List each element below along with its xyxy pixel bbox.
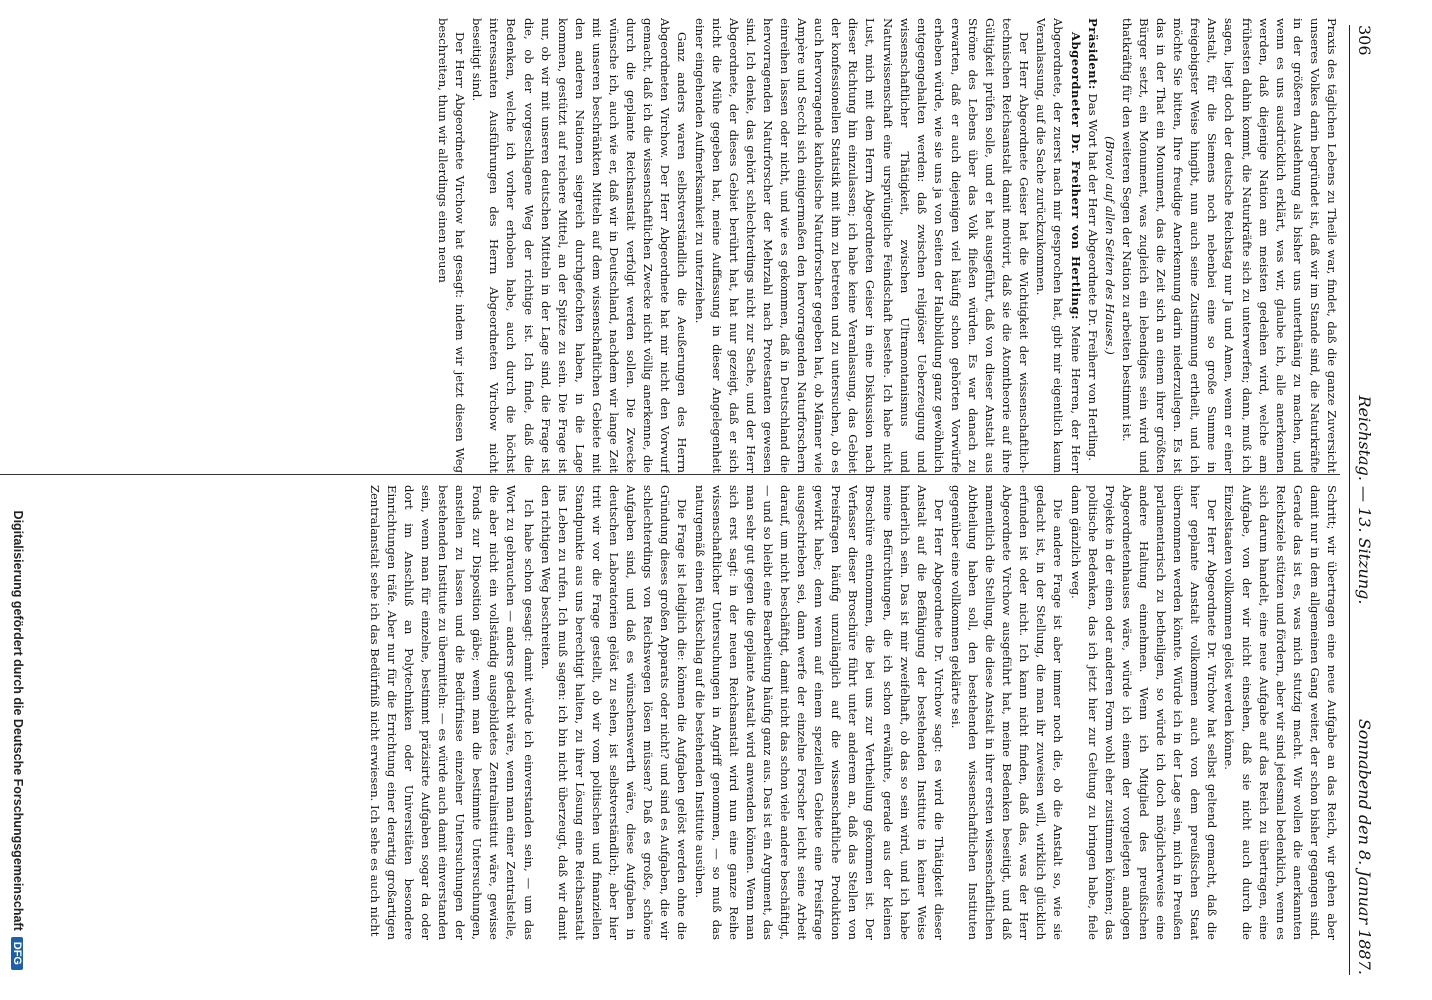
paragraph-text: Ich habe schon gesagt: damit würde ich einverstanden sein, — um das Wort zu gebrauchen — anders gedacht wäre, wenn man einer Zentralstelle, die aber nicht ein vollständig ausgebildetes Zentralinstitut wäre, gewisse Fonds zur Disposition gäbe; wenn man die bestimmte Untersuchungen, anstellen zu lassen und die Bedürfnisse einzelner Untersuchungen der bestehenden Institute zu übermitteln: — es würde auch damit einverstanden sein, wenn man für einzelne, bestimmt präzisirte Aufgaben sogar da oder dort im Anschluß an Polytechniken oder Universitäten besondere Einrichtungen träfe. Aber nur für die Errichtung einer derartig großartigen Zentralanstalt sehe ich das Bedürfniß nicht erwiesen. Ich sehe es auch nicht — [367, 485, 536, 940]
paragraph-text: Der Herr Abgeordnete Geiser hat die Wichtigkeit der wissenschaftlich-technischen Reichsanstalt damit motivirt, daß sie die Atomtheorie auf ihre Gültigkeit prüfen solle, und er hat ausgeführt, daß von dieser Anstalt aus Ströme des Lebens über das Volk fließen würden. Es war danach zu erwarten, daß er auch diejenigen viel häufig schon gehörten Vorwürfe erheben würde, wie sie uns ja von Seiten der Halbbildung ganz gewöhnlich entgegengehalten werden: daß zwischen religiöser Ueberzeugung und wissenschaftlicher Thätigkeit, zwischen Ultramontanismus und Naturwissenschaft eine ursprüngliche Feindschaft bestehe. Ich habe nicht Lust, mich mit dem Herrn Abgeordneten Geiser in eine Diskussion nach dieser Richtung hin einzulassen; ich habe keine Veranlassung, das Gebiet der konfessionellen Statistik mit ihm zu betreten und zu untersuchen, ob es auch hervorragende katholische Naturforscher gegeben hat, ob Männer wie Ampère und Secchi sich einigermaßen den hervorragenden Naturforschern einreihen lassen oder nicht, und wie es gekommen, daß in Deutschland die hervorragenden Naturforscher der Mehrzahl nach Protestanten gewesen sind. Ich denke, das gehört schlechterdings nicht zur Sache, und der Herr Abgeordnete, der dieses Gebiet berührt hat, hat nur gezeigt, daß er sich nicht die Mühe gegeben hat, meine Auffassung in dieser Angelegenheit einer eingehenden Aufmerksamkeit zu unterziehen. — [692, 18, 1032, 473]
paragraph-text: Praxis des täglichen Lebens zu Theile war, findet, daß die ganze Zuversicht unseres Volkes darin begründet ist, daß wir im Stande sind, die Naturkräfte in der größeren Ausdehnung als bisher uns unterthänig zu machen, und wenn es uns ausdrücklich erklärt, was wir, glaube ich, alle anerkennen werden, daß diejenige Nation am meisten gedeihen wird, welche am frühesten dahin kommt, die Naturkräfte sich zu unterwerfen; dann, muß ich sagen, liegt doch der deutsche Reichstag nur Ja und Amen, wenn er einer Anstalt, für die Siemens noch nebenbei eine so große Summe in freigebigster Weise hingibt, nun auch seine Zustimmung ertheilt, und ich möchte Sie bitten, Ihre freudige Anerkennung darin niederzulegen. Es ist das in der That ein Monument, das die Zeit sich an einem ihrer größten Bürger setzt, ein Monument, was zugleich ein lebendiges sein wird und thatkräftig für den weiteren Segen der Nation zu arbeiten bestimmt ist. — [1119, 18, 1339, 473]
paragraph-text: Das Wort hat der Herr Abgeordnete Dr. Freiherr von Hertling. — [1085, 89, 1100, 461]
paragraph-text: Der Herr Abgeordnete Dr. Virchow sagt: es wird die Thätigkeit dieser Anstalt auf die Befähigung der bestehenden Institute in keiner Weise hinderlich sein. Das ist mir zweifelhaft, ob das so sein wird, und ich habe meine Befürchtungen, die ich schon erwähnte, gerade aus der kleinen Broschüre entnommen, die bei uns zur Vertheilung gekommen ist. Der Verfasser dieser Broschüre führt unter anderem an, daß das Stellen von Preisfragen häufig unzulänglich auf die wissenschaftliche Produktion gewirkt habe; denn wenn auf einem speziellen Gebiete eine Preisfrage ausgeschrieben sei, dann werfe der einzelne Forscher leicht seine Arbeit darauf, um nicht beschäftigt, damit nicht das schon viele andere beschäftigt, — und so bleibt eine Bearbeitung häufig ganz aus. Das ist ein Argument, das man sehr gut gegen die geplante Anstalt wird anwenden können. Wenn man sich erst sagt: in der neuen Reichsanstalt wird nun eine ganze Reihe wissenschaftlicher Untersuchungen in Angriff genommen, — so muß das naturgemäß einen Rückschlag auf die bestehenden Institute ausüben. — [692, 485, 946, 940]
credit-text: Digitalisierung gefördert durch die Deutsche Forschungsgemeinschaft — [11, 510, 25, 931]
paragraph — [690, 18, 1032, 473]
paragraph-text: Schritt; wir übertragen eine neue Aufgabe an das Reich, wir gehen aber damit nur in dem allgemeinen Gang weiter, der schon bisher gegangen sind. Gerade das ist es, was mich stutzig macht. Wir wollen die anerkannten Reichsziele stützen und fördern, aber wir sind jedesmal bedenklich, wenn es sich darum handelt, eine neue Aufgabe auf das Reich zu übertragen, eine Aufgabe, von der wir nicht einsehen, daß sie nicht auch durch die Einzelstaaten vollkommen gelöst werden könne. — [1222, 485, 1339, 940]
paragraph-text: Meine Herren, der Herr Abgeordnete, der zuerst nach mir gesprochen hat, gibt mir eigentlich kaum Veranlassung, auf die Sache zurückzukommen. — [1034, 18, 1083, 473]
paragraph-text: Die Frage ist lediglich die: können die Aufgaben gelöst werden ohne die Gründung dieses großen Apparats oder nicht? und sind es Aufgaben, die wir schlechterdings von Reichswegen lösen müssen? Daß es große, schöne Aufgaben sind, und daß es wünschenswerth wäre, diese Aufgaben in deutschen Laboratorien gelöst zu sehen, ist selbstverständlich; aber hier tritt wir vor die Frage gestellt, ob wir vom politischen und finanziellen Standpunkte aus uns berechtigt halten, zu ihrer Lösung eine Reichsanstalt ins Leben zu rufen. Ich muß sagen: ich bin nicht überzeugt, daß wir damit den richtigen Weg beschreiten. — [538, 485, 690, 940]
dfg-logo: DFG — [11, 937, 23, 970]
paragraph — [1118, 18, 1340, 473]
paragraph-text: Die andere Frage ist aber immer noch die, ob die Anstalt so, wie sie gedacht ist, in der Stellung, die man ihr zuweisen will, wirklich glücklich erfunden ist oder nicht. Ich kann nicht finden, daß das, was der Herr Abgeordnete Virchow ausgeführt hat, meine Bedenken beseitigt, und daß namentlich die Stellung, die diese Anstalt in ihrer ersten wissenschaftlichen Abtheilung haben soll, den bestehenden wissenschaftlichen Instituten gegenüber eine vollkommen geklärte sei. — [948, 485, 1066, 940]
paragraph — [366, 485, 537, 940]
column-divider — [0, 474, 1340, 475]
right-column — [0, 485, 1340, 940]
paragraph — [537, 485, 691, 940]
paragraph — [1101, 18, 1118, 473]
paragraph — [468, 18, 690, 473]
paragraph-text: Der Herr Abgeordnete Dr. Virchow hat selbst geltend gemacht, daß die hier geplante Anstalt vollkommen auch von dem preußischen Staat übernommen werden könnte. Würde ich in der Lage sein, mich in Preußen parlamentarisch zu betheiligen, so würde ich doch möglicherweise eine andere Haltung einnehmen. Wenn ich Mitglied des preußischen Abgeordnetenhauses wäre, würde ich einem der vorgelegten analogen Projekte in der einen oder anderen Form wohl eher zustimmen können; das politische Bedenken, das ich jetzt hier zur Geltung zu bringen habe, fiele dann gänzlich weg. — [1068, 485, 1220, 940]
paragraph-text: (Bravo! auf allen Seiten des Hauses.) — [1102, 136, 1117, 355]
speaker-name: Abgeordneter Dr. Freiherr von Hertling: — [1068, 32, 1083, 320]
paragraph — [947, 485, 1067, 940]
session-date: Sonnabend den 8. Januar 1887. — [1355, 718, 1374, 975]
paragraph — [434, 18, 468, 473]
paragraph — [1220, 485, 1340, 940]
page-number: 306 — [1355, 25, 1374, 56]
paragraph — [1032, 18, 1083, 473]
session-title: Reichstag. — 13. Sitzung. — [1355, 395, 1374, 605]
paragraph-text: Der Herr Abgeordnete Virchow hat gesagt: indem wir jetzt diesen Weg beschreiten, thun wir allerdings einen neuen — [436, 18, 468, 473]
left-column — [0, 18, 1340, 473]
speaker-name: Präsident: — [1085, 18, 1100, 90]
paragraph-text: Ganz anders waren selbstverständlich die Aeußerungen des Herrn Abgeordneten Virchow. Der Herr Abgeordnete hat mir nicht den Vorwurf gemacht, daß ich die wissenschaftlichen Zwecke nicht völlig anerkenne, die durch die geplante Reichsanstalt verfolgt werden sollen. Die Zwecke wünsche ich, auch wie er, daß wir in Deutschland, nachdem wir lange Zeit mit unseren beschränkten Mitteln auf dem wissenschaftlichen Gebiete mit den anderen Nationen siegreich durchgefochten haben, in die Lage kommen, gestützt auf reichere Mittel, an der Spitze zu sein. Die Frage ist nur, ob wir mit unseren deutschen Mitteln in der Lage sind, die Frage ist die, ob der vorgeschlagene Weg der richtige ist. Ich finde, daß die Bedenken, welche ich vorher erhoben habe, auch durch die höchst interessanten Ausführungen des Herrn Abgeordneten Virchow nicht beseitigt sind. — [470, 18, 690, 473]
paragraph — [1067, 485, 1221, 940]
paragraph — [1084, 18, 1101, 473]
paragraph — [690, 485, 946, 940]
running-head — [1349, 25, 1376, 975]
digitization-credit — [7, 30, 25, 970]
